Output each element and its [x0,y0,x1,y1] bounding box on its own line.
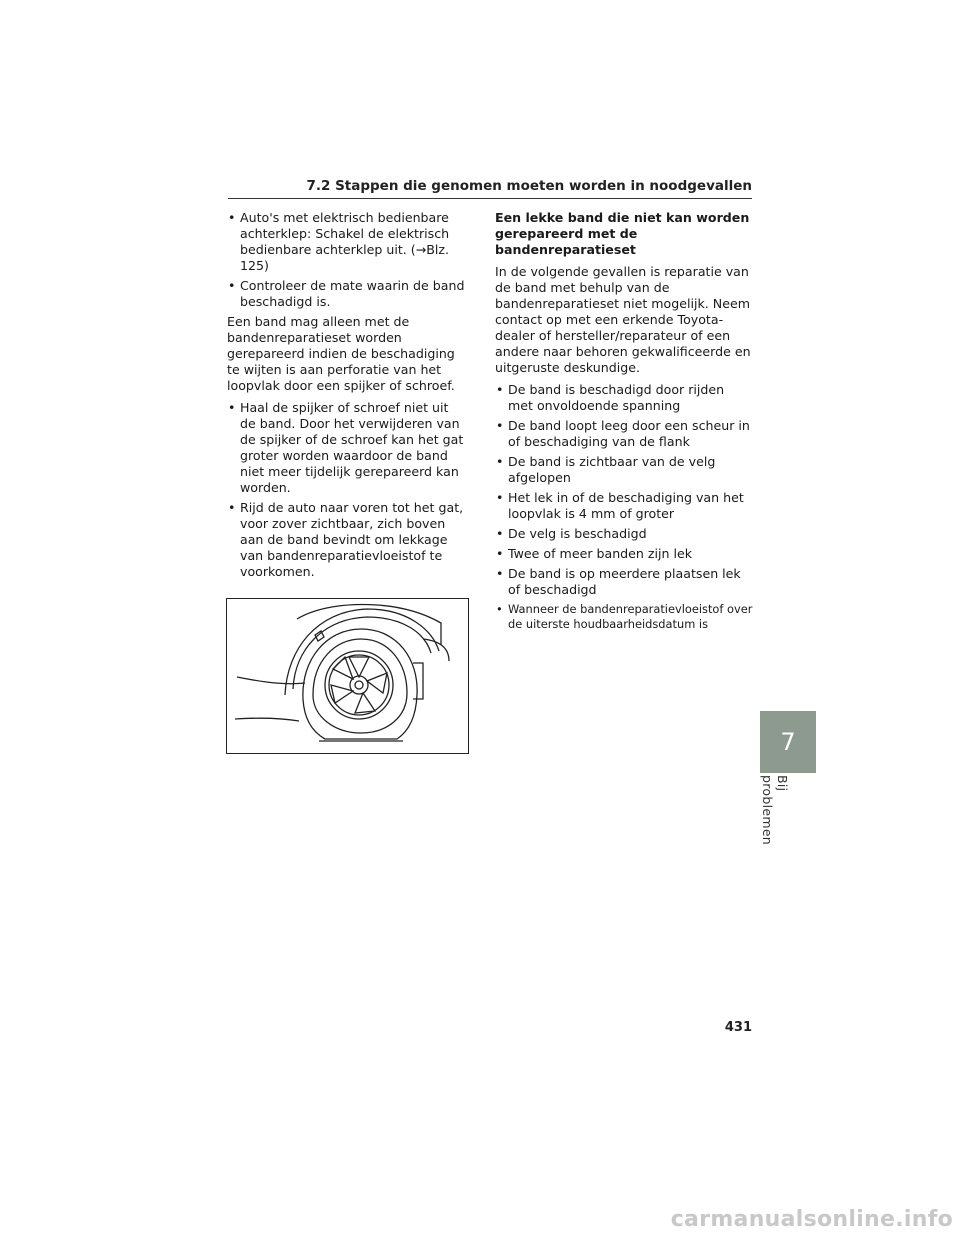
chapter-label: Bij problemen [760,775,790,846]
chapter-tab[interactable] [760,711,816,773]
page-number: 431 [724,1020,752,1035]
bullet-item: • Rijd de auto naar voren tot het gat, voor zover zichtbaar, zich boven aan de band bevindt om lekkage van bandenreparatievloeistof te voorkomen. [227,500,467,580]
bullet-item: • Wanneer de bandenreparatievloeistof over de uiterste houdbaarheidsdatum is [495,602,753,632]
bullet-item: • De band is zichtbaar van de velg afgelopen [495,454,753,486]
bullet-item: • De band is beschadigd door rijden met onvoldoende spanning [495,382,753,414]
left-column [227,210,467,584]
bullet-item: • Haal de spijker of schroef niet uit de band. Door het verwijderen van de spijker of de schroef kan het gat groter worden waardoor de band niet meer tijdelijk gerepareerd kan worden. [227,400,467,496]
right-column [495,210,753,636]
bullet-item: • De velg is beschadigd [495,526,753,542]
bullet-item: • Het lek in of de beschadiging van het loopvlak is 4 mm of groter [495,490,753,522]
flat-tire-icon [227,599,468,753]
bullet-item: • Twee of meer banden zijn lek [495,546,753,562]
bullet-item: • Auto's met elektrisch bedienbare achterklep: Schakel de elektrisch bedienbare achterklep uit. (→Blz. 125) [227,210,467,274]
chapter-number: 7 [780,728,796,756]
section-header: 7.2 Stappen die genomen moeten worden in noodgevallen [306,178,752,194]
tire-illustration [226,598,469,754]
header-rule [228,198,752,199]
bullet-item: • De band is op meerdere plaatsen lek of beschadigd [495,566,753,598]
section-heading: Een lekke band die niet kan worden gerepareerd met de bandenreparatieset [495,210,750,257]
bullet-item: • Controleer de mate waarin de band beschadigd is. [227,278,467,310]
bullet-item: • De band loopt leeg door een scheur in of beschadiging van de flank [495,418,753,450]
paragraph: Een band mag alleen met de bandenreparatieset worden gerepareerd indien de beschadiging te wijten is aan perforatie van het loopvlak door een spijker of schroef. [227,314,455,393]
paragraph: In de volgende gevallen is reparatie van de band met behulp van de bandenreparatieset niet mogelijk. Neem contact op met een erkende Toyota-dealer of hersteller/reparateur of een andere naar behoren gekwalificeerde en uitgeruste deskundige. [495,264,751,375]
watermark: carmanualsonline.info [670,1207,953,1232]
